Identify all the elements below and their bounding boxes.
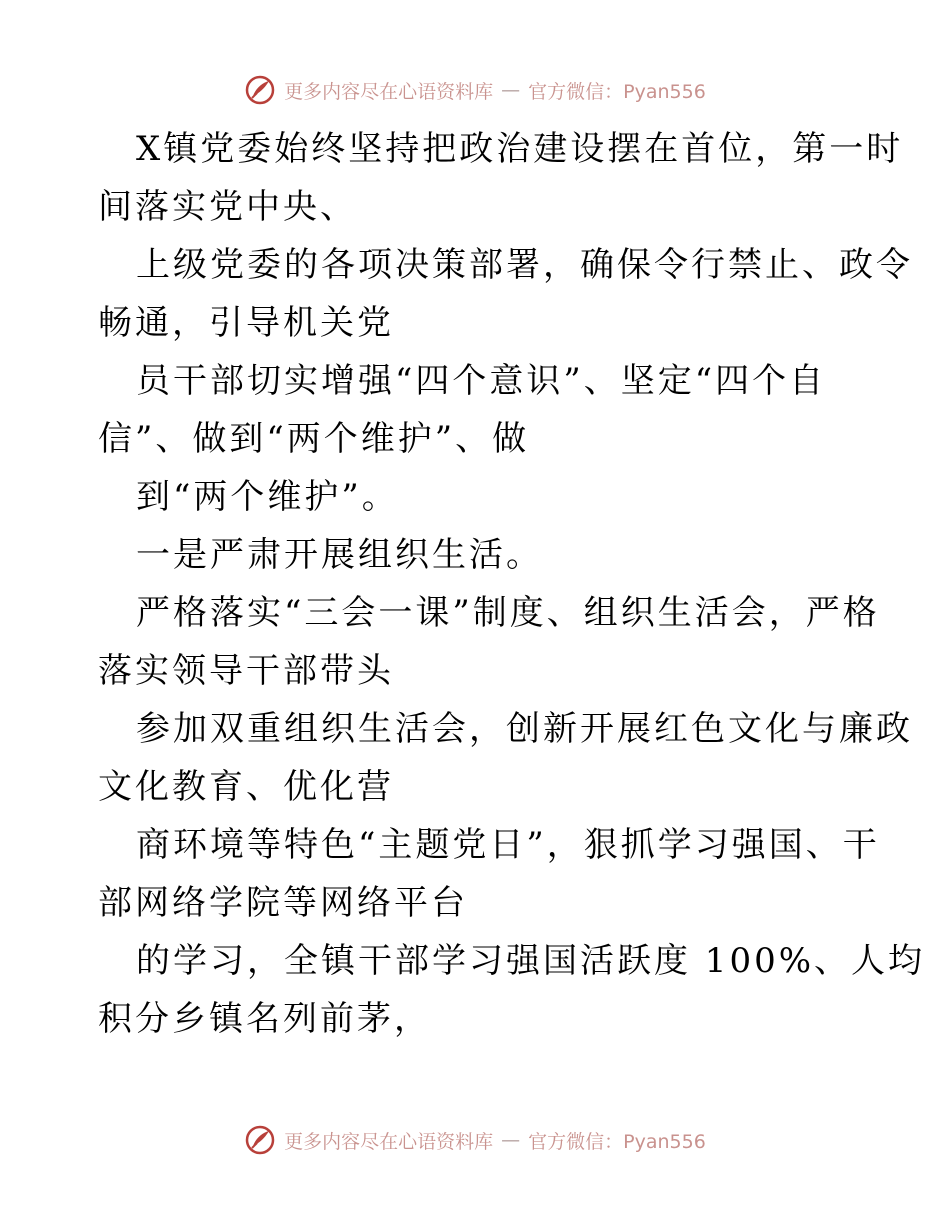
watermark-separator: — <box>501 79 521 101</box>
section-heading: 一是严肃开展组织生活。 <box>136 535 543 575</box>
header-watermark <box>0 70 950 110</box>
watermark-main-text: 更多内容尽在心语资料库 <box>284 1130 494 1153</box>
text-line: 参加双重组织生活会，创新开展红色文化与廉政 <box>136 709 913 749</box>
text-line: 员干部切实增强“四个意识”、坚定“四个自 <box>136 361 827 401</box>
text-line: 落实领导干部带头 <box>98 651 394 691</box>
watermark-wechat-label: 官方微信：Pyan556 <box>528 80 706 103</box>
text-line: 部网络学院等网络平台 <box>98 883 468 923</box>
text-line: 畅通，引导机关党 <box>98 303 394 343</box>
watermark-main-text: 更多内容尽在心语资料库 <box>284 80 494 103</box>
text-line: 上级党委的各项决策部署，确保令行禁止、政令 <box>136 245 913 285</box>
text-line: 到“两个维护”。 <box>136 477 399 517</box>
watermark-wechat-label: 官方微信：Pyan556 <box>528 1130 706 1153</box>
quill-logo-icon <box>244 1124 276 1156</box>
watermark-separator: — <box>501 1129 521 1151</box>
document-body <box>98 120 926 1048</box>
text-line: X镇党委始终坚持把政治建设摆在首位，第一时 <box>136 129 904 169</box>
text-line: 文化教育、优化营 <box>98 767 394 807</box>
footer-watermark <box>0 1120 950 1160</box>
text-line: 间落实党中央、 <box>98 187 357 227</box>
text-line: 商环境等特色“主题党日”，狠抓学习强国、干 <box>136 825 880 865</box>
text-line: 严格落实“三会一课”制度、组织生活会，严格 <box>136 593 880 633</box>
text-line: 积分乡镇名列前茅， <box>98 999 431 1039</box>
text-line: 信”、做到“两个维护”、做 <box>98 419 530 459</box>
text-line: 的学习，全镇干部学习强国活跃度 100%、人均 <box>136 941 926 981</box>
quill-logo-icon <box>244 74 276 106</box>
